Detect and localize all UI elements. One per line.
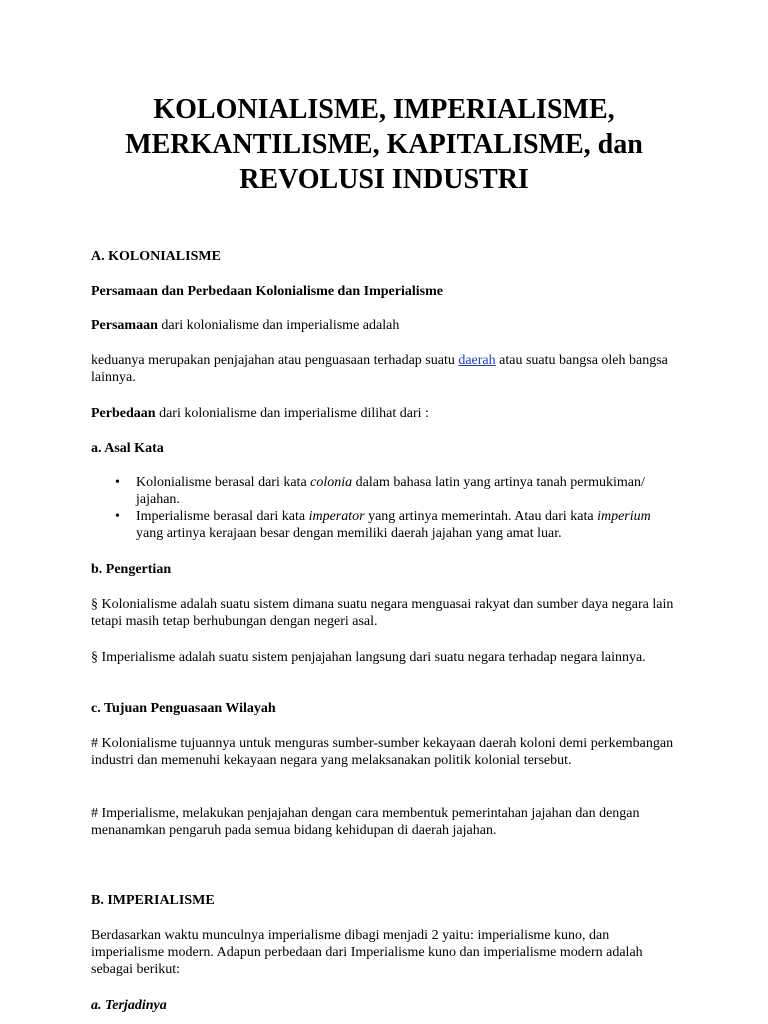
pengertian-heading: b. Pengertian: [91, 562, 172, 577]
tujuan-heading: c. Tujuan Penguasaan Wilayah: [91, 701, 276, 716]
bullet-marker: •: [115, 475, 120, 490]
pengertian-kolonialisme: § Kolonialisme adalah suatu sistem dimana suatu negara menguasai rakyat dan sumber daya negara lain tetapi masih tetap berhubungan dengan negeri asal.: [91, 597, 674, 629]
perbedaan-text: dari kolonialisme dan imperialisme dilihat dari :: [155, 406, 429, 421]
persamaan-perbedaan-subheading: Persamaan dan Perbedaan Kolonialisme dan Imperialisme: [91, 284, 443, 299]
imperium-term: imperium: [597, 509, 651, 524]
terjadinya-heading: a. Terjadinya: [91, 998, 167, 1013]
bullet-2-text-after: yang artinya kerajaan besar dengan memiliki daerah jajahan yang amat luar.: [136, 526, 562, 541]
tujuan-kolonialisme: # Kolonialisme tujuannya untuk menguras sumber-sumber kekayaan daerah koloni demi perkembangan industri dan memenuhi kekayaan negara yang melaksanakan politik kolonial tersebut.: [91, 736, 674, 768]
colonia-term: colonia: [310, 475, 353, 490]
keduanya-text-before: keduanya merupakan penjajahan atau penguasaan terhadap suatu: [91, 353, 459, 368]
title-line-3: REVOLUSI INDUSTRI: [239, 164, 529, 195]
perbedaan-paragraph: [91, 405, 681, 422]
keduanya-text-after: atau suatu bangsa oleh bangsa lainnya.: [91, 353, 668, 385]
list-item: [91, 474, 671, 508]
persamaan-text: dari kolonialisme dan imperialisme adalah: [157, 318, 400, 333]
daerah-link[interactable]: daerah: [458, 353, 496, 368]
imperator-term: imperator: [308, 509, 365, 524]
section-b-heading: B. IMPERIALISME: [91, 893, 215, 908]
persamaan-label: Persamaan: [91, 318, 158, 333]
bullet-1-text-after: dalam bahasa latin yang artinya tanah permukiman/ jajahan.: [136, 475, 645, 507]
title-line-1: KOLONIALISME, IMPERIALISME,: [153, 94, 615, 125]
list-item: [91, 508, 671, 542]
asal-kata-heading: a. Asal Kata: [91, 441, 164, 456]
document-title: [60, 92, 708, 197]
bullet-marker: •: [115, 509, 120, 524]
bullet-1-text: Kolonialisme berasal dari kata: [136, 475, 311, 490]
title-line-2: MERKANTILISME, KAPITALISME, dan: [125, 129, 643, 160]
bullet-2-text: Imperialisme berasal dari kata: [136, 509, 309, 524]
asal-kata-list: [91, 474, 671, 542]
section-a-heading: A. KOLONIALISME: [91, 249, 221, 264]
tujuan-imperialisme: # Imperialisme, melakukan penjajahan dengan cara membentuk pemerintahan jajahan dan dengan menanamkan pengaruh pada semua bidang kehidupan di daerah jajahan.: [91, 806, 640, 838]
persamaan-paragraph: [91, 317, 681, 334]
bullet-2-text-mid: yang artinya memerintah. Atau dari kata: [364, 509, 598, 524]
perbedaan-label: Perbedaan: [91, 406, 156, 421]
section-b-paragraph: Berdasarkan waktu munculnya imperialisme dibagi menjadi 2 yaitu: imperialisme kuno, dan imperialisme modern. Adapun perbedaan dari Imperialisme kuno dan imperialisme modern adalah sebagai berikut:: [91, 928, 643, 977]
keduanya-paragraph: [91, 352, 681, 386]
pengertian-imperialisme: § Imperialisme adalah suatu sistem penjajahan langsung dari suatu negara terhadap negara lainnya.: [91, 650, 646, 665]
